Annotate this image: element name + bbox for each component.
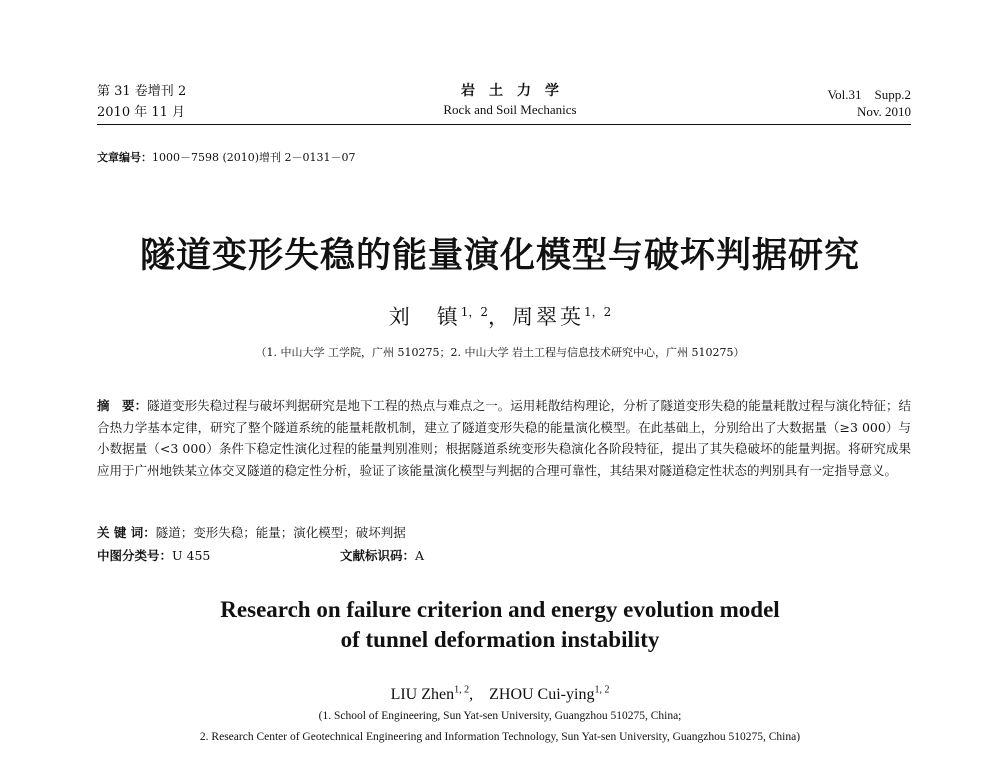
- author-cn-2-sup: 1，2: [584, 305, 612, 319]
- title-en-line2: of tunnel deformation instability: [340, 627, 660, 652]
- author-en-1: LIU Zhen: [390, 686, 455, 703]
- article-id-label: 文章编号：: [97, 151, 152, 164]
- classification-value: U 455: [172, 548, 211, 563]
- author-en-2-sup: 1, 2: [594, 684, 610, 696]
- header-volume-cn: 第 31 卷增刊 2: [97, 84, 187, 99]
- header-volume-en: Vol.31 Supp.2: [827, 87, 911, 102]
- header-date-cn: 2010 年 11 月: [97, 105, 186, 120]
- authors-en: [0, 681, 1000, 704]
- abstract-label: 摘 要：: [97, 398, 148, 413]
- affiliation-cn: （1. 中山大学 工学院，广州 510275；2. 中山大学 岩土工程与信息技术研究中心，广州 510275）: [255, 346, 745, 359]
- title-en-line1: Research on failure criterion and energy evolution model: [220, 597, 780, 622]
- article-id: [97, 149, 356, 165]
- classification: [97, 546, 210, 564]
- authors-cn: [0, 301, 1000, 331]
- author-cn-2: 周翠英: [512, 305, 584, 329]
- header-journal-cn: 岩 土 力 学: [461, 83, 559, 99]
- author-en-1-sup: 1, 2: [454, 684, 470, 696]
- document-code-label: 文献标识码：: [340, 548, 416, 563]
- abstract: [97, 395, 911, 481]
- affiliation-en-line1: (1. School of Engineering, Sun Yat-sen University, Guangzhou 510275, China;: [318, 710, 682, 722]
- keywords-text: 隧道；变形失稳；能量；演化模型；破坏判据: [155, 525, 406, 540]
- header-rule: [97, 124, 911, 125]
- keywords-label: 关 键 词：: [97, 525, 156, 540]
- author-en-sep: ,: [469, 686, 490, 703]
- header-date-en: Nov. 2010: [856, 104, 911, 119]
- document-code: [340, 546, 424, 564]
- title-cn: 隧道变形失稳的能量演化模型与破坏判据研究: [139, 236, 860, 276]
- classification-label: 中图分类号：: [97, 548, 173, 563]
- author-cn-1: 刘 镇: [388, 305, 461, 329]
- author-cn-1-sup: 1，2: [460, 305, 488, 319]
- affiliation-en-line2: 2. Research Center of Geotechnical Engineering and Information Technology, Sun Yat-sen University, Guangzhou 510275, China): [199, 731, 801, 743]
- document-code-value: A: [415, 548, 425, 563]
- article-id-value: 1000－7598 (2010)增刊 2－0131－07: [152, 151, 356, 164]
- author-cn-sep: ，: [488, 305, 512, 329]
- author-en-2: ZHOU Cui-ying: [489, 686, 595, 703]
- abstract-text: 隧道变形失稳过程与破坏判据研究是地下工程的热点与难点之一。运用耗散结构理论，分析了隧道变形失稳的能量耗散过程与演化特征；结合热力学基本定律，研究了整个隧道系统的能量耗散机制，建立了隧道变形失稳的能量演化模型。在此基础上，分别给出了大数据量（≥3 000）与小数据量（<3 000）条件下稳定性演化过程的能量判别准则；根据隧道系统变形失稳演化各阶段特征，提出了其失稳破坏的能量判据。将研究成果应用于广州地铁某立体交叉隧道的稳定性分析，验证了该能量演化模型与判据的合理可靠性，其结果对隧道稳定性状态的判别具有一定指导意义。: [97, 398, 911, 478]
- header-journal-en: Rock and Soil Mechanics: [443, 102, 577, 117]
- keywords: [97, 523, 406, 541]
